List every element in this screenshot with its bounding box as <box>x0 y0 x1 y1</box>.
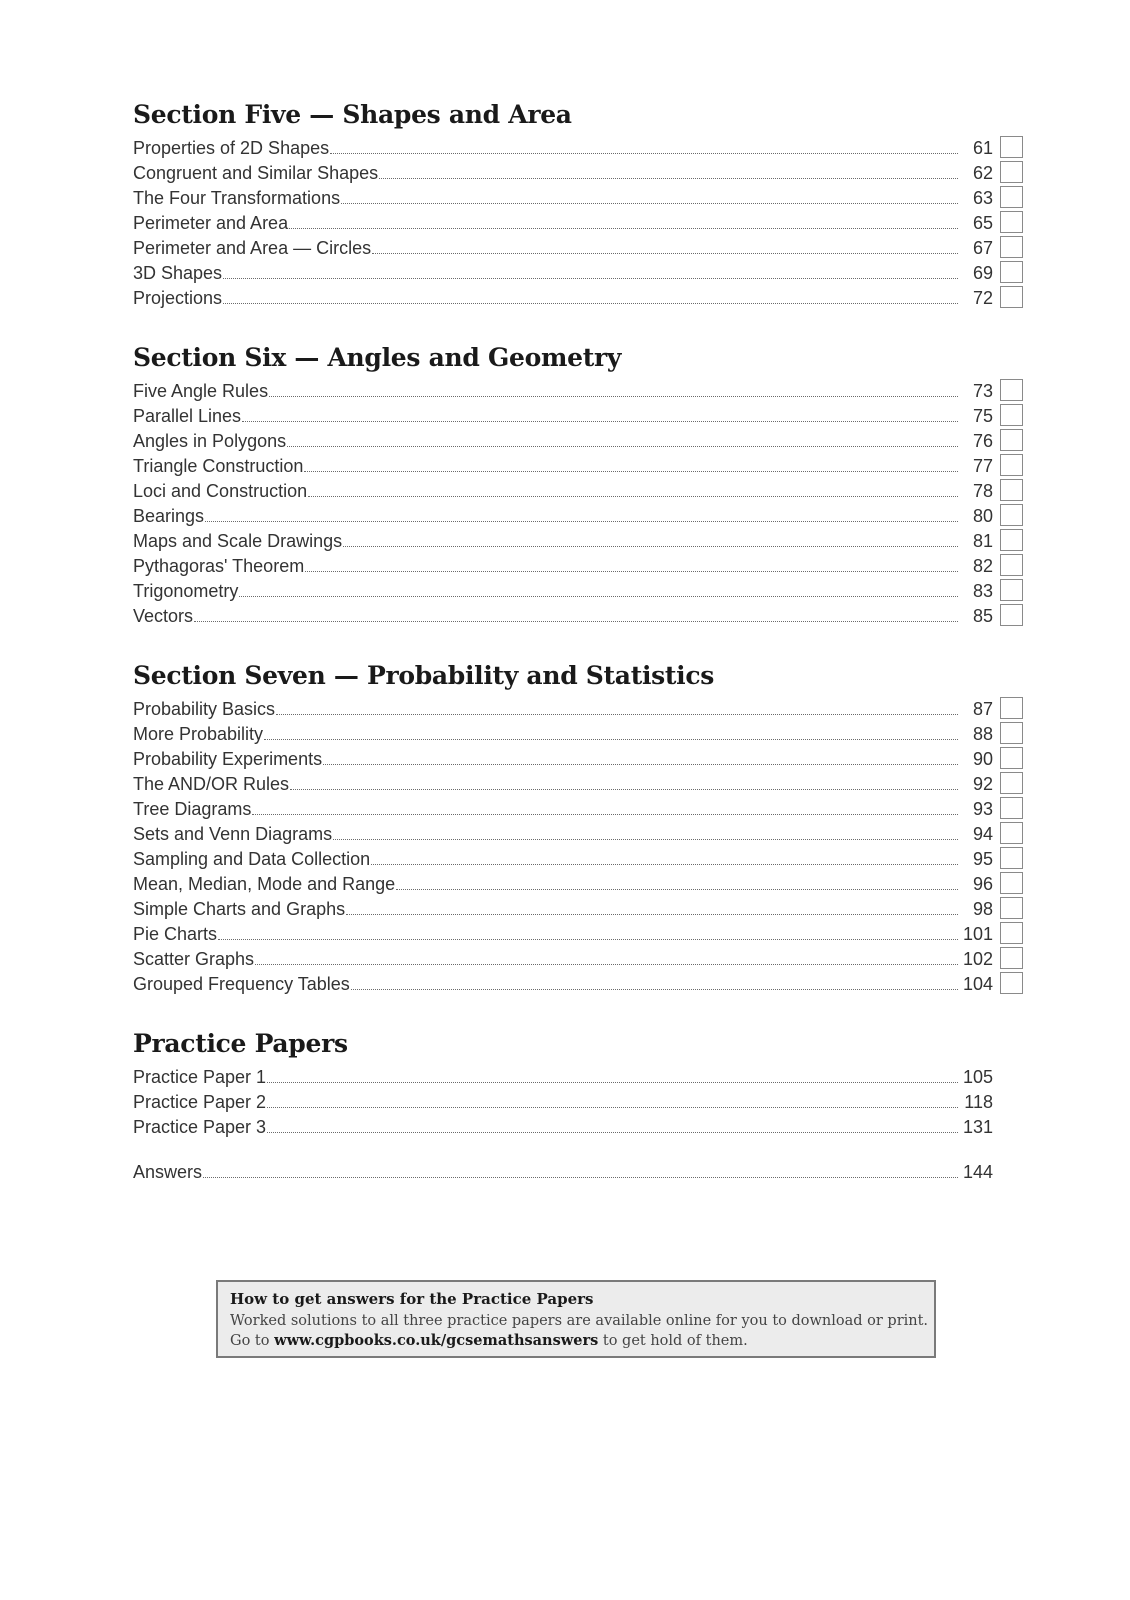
toc-page-number: 83 <box>972 581 993 601</box>
toc-page-number: 101 <box>962 924 993 944</box>
toc-row[interactable] <box>133 477 1023 502</box>
toc-page-number: 98 <box>972 899 993 919</box>
toc-entry-title[interactable]: Answers <box>133 1162 203 1182</box>
toc-row[interactable] <box>133 427 1023 452</box>
info-box-prefix: Go to <box>230 1333 275 1349</box>
dot-leader <box>276 714 958 715</box>
toc-entry-title[interactable]: 3D Shapes <box>133 263 223 283</box>
dot-leader <box>203 1177 958 1178</box>
dot-leader <box>289 228 958 229</box>
toc-page-number: 93 <box>972 799 993 819</box>
toc-row[interactable] <box>133 184 1023 209</box>
section-heading: Practice Papers <box>133 1029 348 1058</box>
toc-row[interactable] <box>133 770 1023 795</box>
progress-checkbox[interactable] <box>1000 286 1023 308</box>
toc-entry-title[interactable]: Bearings <box>133 506 205 526</box>
progress-checkbox[interactable] <box>1000 772 1023 794</box>
toc-entry-title[interactable]: The Four Transformations <box>133 188 341 208</box>
section-five <box>133 96 1023 309</box>
progress-checkbox[interactable] <box>1000 722 1023 744</box>
toc-row[interactable] <box>133 134 1023 159</box>
toc-entry-title[interactable]: Projections <box>133 288 223 308</box>
toc-page-number: 131 <box>962 1117 993 1137</box>
toc-row[interactable] <box>133 1063 1023 1088</box>
answers-info-box <box>216 1280 936 1358</box>
toc-page-number: 76 <box>972 431 993 451</box>
toc-entry-title[interactable]: Probability Basics <box>133 699 276 719</box>
toc-list <box>133 377 1023 627</box>
dot-leader <box>290 789 958 790</box>
dot-leader <box>379 178 958 179</box>
dot-leader <box>287 446 958 447</box>
toc-page-number: 85 <box>972 606 993 626</box>
toc-page-number: 72 <box>972 288 993 308</box>
progress-checkbox[interactable] <box>1000 822 1023 844</box>
dot-leader <box>223 278 958 279</box>
toc-entry-title[interactable]: Maps and Scale Drawings <box>133 531 343 551</box>
toc-page-number: 65 <box>972 213 993 233</box>
toc-entry-title[interactable]: Angles in Polygons <box>133 431 287 451</box>
progress-checkbox[interactable] <box>1000 379 1023 401</box>
toc-page-number: 81 <box>972 531 993 551</box>
toc-entry-title[interactable]: Perimeter and Area <box>133 213 289 233</box>
progress-checkbox[interactable] <box>1000 797 1023 819</box>
checkbox-spacer <box>1000 1090 1023 1112</box>
dot-leader <box>218 939 958 940</box>
toc-page-number: 90 <box>972 749 993 769</box>
toc-row[interactable] <box>133 970 1023 995</box>
toc-row[interactable] <box>133 602 1023 627</box>
toc-entry-title[interactable]: Triangle Construction <box>133 456 304 476</box>
toc-entry-title[interactable]: Practice Paper 1 <box>133 1067 267 1087</box>
toc-page-number: 87 <box>972 699 993 719</box>
toc-page-number: 75 <box>972 406 993 426</box>
toc-entry-title[interactable]: Properties of 2D Shapes <box>133 138 330 158</box>
toc-entry-title[interactable]: Congruent and Similar Shapes <box>133 163 379 183</box>
progress-checkbox[interactable] <box>1000 554 1023 576</box>
dot-leader <box>396 889 958 890</box>
dot-leader <box>205 521 958 522</box>
progress-checkbox[interactable] <box>1000 579 1023 601</box>
progress-checkbox[interactable] <box>1000 747 1023 769</box>
progress-checkbox[interactable] <box>1000 261 1023 283</box>
progress-checkbox[interactable] <box>1000 236 1023 258</box>
progress-checkbox[interactable] <box>1000 404 1023 426</box>
dot-leader <box>341 203 958 204</box>
toc-entry-title[interactable]: Sampling and Data Collection <box>133 849 371 869</box>
toc-row[interactable] <box>133 527 1023 552</box>
progress-checkbox[interactable] <box>1000 136 1023 158</box>
info-box-title: How to get answers for the Practice Papers <box>230 1290 594 1308</box>
toc-page-number: 82 <box>972 556 993 576</box>
dot-leader <box>255 964 958 965</box>
toc-row[interactable] <box>133 402 1023 427</box>
toc-row[interactable] <box>133 234 1023 259</box>
section-heading: Section Six — Angles and Geometry <box>133 343 622 372</box>
progress-checkbox[interactable] <box>1000 429 1023 451</box>
dot-leader <box>308 496 958 497</box>
toc-row[interactable] <box>133 920 1023 945</box>
dot-leader <box>267 1082 958 1083</box>
progress-checkbox[interactable] <box>1000 922 1023 944</box>
dot-leader <box>323 764 958 765</box>
toc-page-number: 102 <box>962 949 993 969</box>
toc-list <box>133 695 1023 995</box>
info-box-link-line <box>230 1331 922 1351</box>
dot-leader <box>343 546 958 547</box>
toc-entry-title[interactable]: Grouped Frequency Tables <box>133 974 350 994</box>
toc-page-number: 144 <box>962 1162 993 1182</box>
progress-checkbox[interactable] <box>1000 479 1023 501</box>
toc-page-number: 80 <box>972 506 993 526</box>
dot-leader <box>346 914 958 915</box>
toc-entry-title[interactable]: Trigonometry <box>133 581 239 601</box>
dot-leader <box>330 153 958 154</box>
toc-row-answers[interactable] <box>133 1158 1023 1183</box>
toc-page-number: 67 <box>972 238 993 258</box>
toc-page-number: 92 <box>972 774 993 794</box>
toc-row[interactable] <box>133 1113 1023 1138</box>
progress-checkbox[interactable] <box>1000 504 1023 526</box>
toc-row[interactable] <box>133 259 1023 284</box>
toc-page-number: 118 <box>964 1092 993 1112</box>
dot-leader <box>242 421 958 422</box>
toc-entry-title[interactable]: Loci and Construction <box>133 481 308 501</box>
toc-page-number: 61 <box>972 138 993 158</box>
toc-row[interactable] <box>133 695 1023 720</box>
dot-leader <box>267 1132 958 1133</box>
progress-checkbox[interactable] <box>1000 697 1023 719</box>
dot-leader <box>252 814 958 815</box>
toc-entry-title[interactable]: Practice Paper 3 <box>133 1117 267 1137</box>
progress-checkbox[interactable] <box>1000 161 1023 183</box>
table-of-contents <box>133 96 1023 1213</box>
section-six <box>133 339 1023 627</box>
progress-checkbox[interactable] <box>1000 847 1023 869</box>
progress-checkbox[interactable] <box>1000 186 1023 208</box>
toc-entry-title[interactable]: Probability Experiments <box>133 749 323 769</box>
dot-leader <box>372 253 958 254</box>
dot-leader <box>264 739 958 740</box>
dot-leader <box>269 396 958 397</box>
toc-row[interactable] <box>133 284 1023 309</box>
toc-page-number: 105 <box>962 1067 993 1087</box>
toc-row[interactable] <box>133 795 1023 820</box>
toc-row[interactable] <box>133 577 1023 602</box>
toc-page-number: 69 <box>972 263 993 283</box>
toc-entry-title[interactable]: Tree Diagrams <box>133 799 252 819</box>
dot-leader <box>351 989 958 990</box>
toc-list <box>133 1063 1023 1138</box>
toc-entry-title[interactable]: Perimeter and Area — Circles <box>133 238 372 258</box>
toc-page-number: 77 <box>972 456 993 476</box>
progress-checkbox[interactable] <box>1000 529 1023 551</box>
progress-checkbox[interactable] <box>1000 454 1023 476</box>
toc-entry-title[interactable]: The AND/OR Rules <box>133 774 290 794</box>
toc-row[interactable] <box>133 945 1023 970</box>
toc-entry-title[interactable]: Scatter Graphs <box>133 949 255 969</box>
progress-checkbox[interactable] <box>1000 947 1023 969</box>
dot-leader <box>194 621 958 622</box>
toc-page-number: 104 <box>962 974 993 994</box>
checkbox-spacer <box>1000 1065 1023 1087</box>
section-heading: Section Five — Shapes and Area <box>133 100 572 129</box>
info-box-suffix: to get hold of them. <box>598 1333 748 1349</box>
toc-entry-title[interactable]: Mean, Median, Mode and Range <box>133 874 396 894</box>
toc-page-number: 78 <box>972 481 993 501</box>
progress-checkbox[interactable] <box>1000 604 1023 626</box>
progress-checkbox[interactable] <box>1000 211 1023 233</box>
toc-page-number: 88 <box>972 724 993 744</box>
toc-page-number: 73 <box>972 381 993 401</box>
dot-leader <box>305 571 958 572</box>
toc-entry-title[interactable]: Vectors <box>133 606 194 626</box>
toc-entry-title[interactable]: Practice Paper 2 <box>133 1092 267 1112</box>
toc-row[interactable] <box>133 452 1023 477</box>
toc-row[interactable] <box>133 845 1023 870</box>
toc-row[interactable] <box>133 820 1023 845</box>
toc-row[interactable] <box>133 745 1023 770</box>
progress-checkbox[interactable] <box>1000 972 1023 994</box>
progress-checkbox[interactable] <box>1000 897 1023 919</box>
dot-leader <box>267 1107 958 1108</box>
toc-entry-title[interactable]: Sets and Venn Diagrams <box>133 824 333 844</box>
checkbox-spacer <box>1000 1115 1023 1137</box>
toc-page-number: 95 <box>972 849 993 869</box>
info-box-text: Worked solutions to all three practice papers are available online for you to download or print. <box>230 1313 929 1329</box>
toc-list <box>133 134 1023 309</box>
toc-entry-title[interactable]: Pie Charts <box>133 924 218 944</box>
section-seven <box>133 657 1023 995</box>
toc-entry-title[interactable]: More Probability <box>133 724 264 744</box>
toc-entry-title[interactable]: Simple Charts and Graphs <box>133 899 346 919</box>
toc-page-number: 62 <box>972 163 993 183</box>
dot-leader <box>333 839 958 840</box>
answers-url-link[interactable]: www.cgpbooks.co.uk/gcsemathsanswers <box>274 1332 599 1349</box>
toc-entry-title[interactable]: Parallel Lines <box>133 406 242 426</box>
dot-leader <box>239 596 958 597</box>
progress-checkbox[interactable] <box>1000 872 1023 894</box>
practice-papers-section <box>133 1025 1023 1183</box>
toc-row[interactable] <box>133 720 1023 745</box>
toc-row[interactable] <box>133 895 1023 920</box>
toc-row[interactable] <box>133 870 1023 895</box>
checkbox-spacer <box>1000 1160 1023 1182</box>
toc-row[interactable] <box>133 1088 1023 1113</box>
dot-leader <box>223 303 958 304</box>
toc-page-number: 96 <box>972 874 993 894</box>
toc-row[interactable] <box>133 159 1023 184</box>
toc-row[interactable] <box>133 209 1023 234</box>
dot-leader <box>304 471 958 472</box>
toc-row[interactable] <box>133 552 1023 577</box>
toc-page-number: 94 <box>972 824 993 844</box>
section-heading: Section Seven — Probability and Statistics <box>133 661 715 690</box>
toc-page-number: 63 <box>972 188 993 208</box>
toc-row[interactable] <box>133 502 1023 527</box>
toc-entry-title[interactable]: Five Angle Rules <box>133 381 269 401</box>
toc-entry-title[interactable]: Pythagoras' Theorem <box>133 556 305 576</box>
toc-row[interactable] <box>133 377 1023 402</box>
dot-leader <box>371 864 958 865</box>
